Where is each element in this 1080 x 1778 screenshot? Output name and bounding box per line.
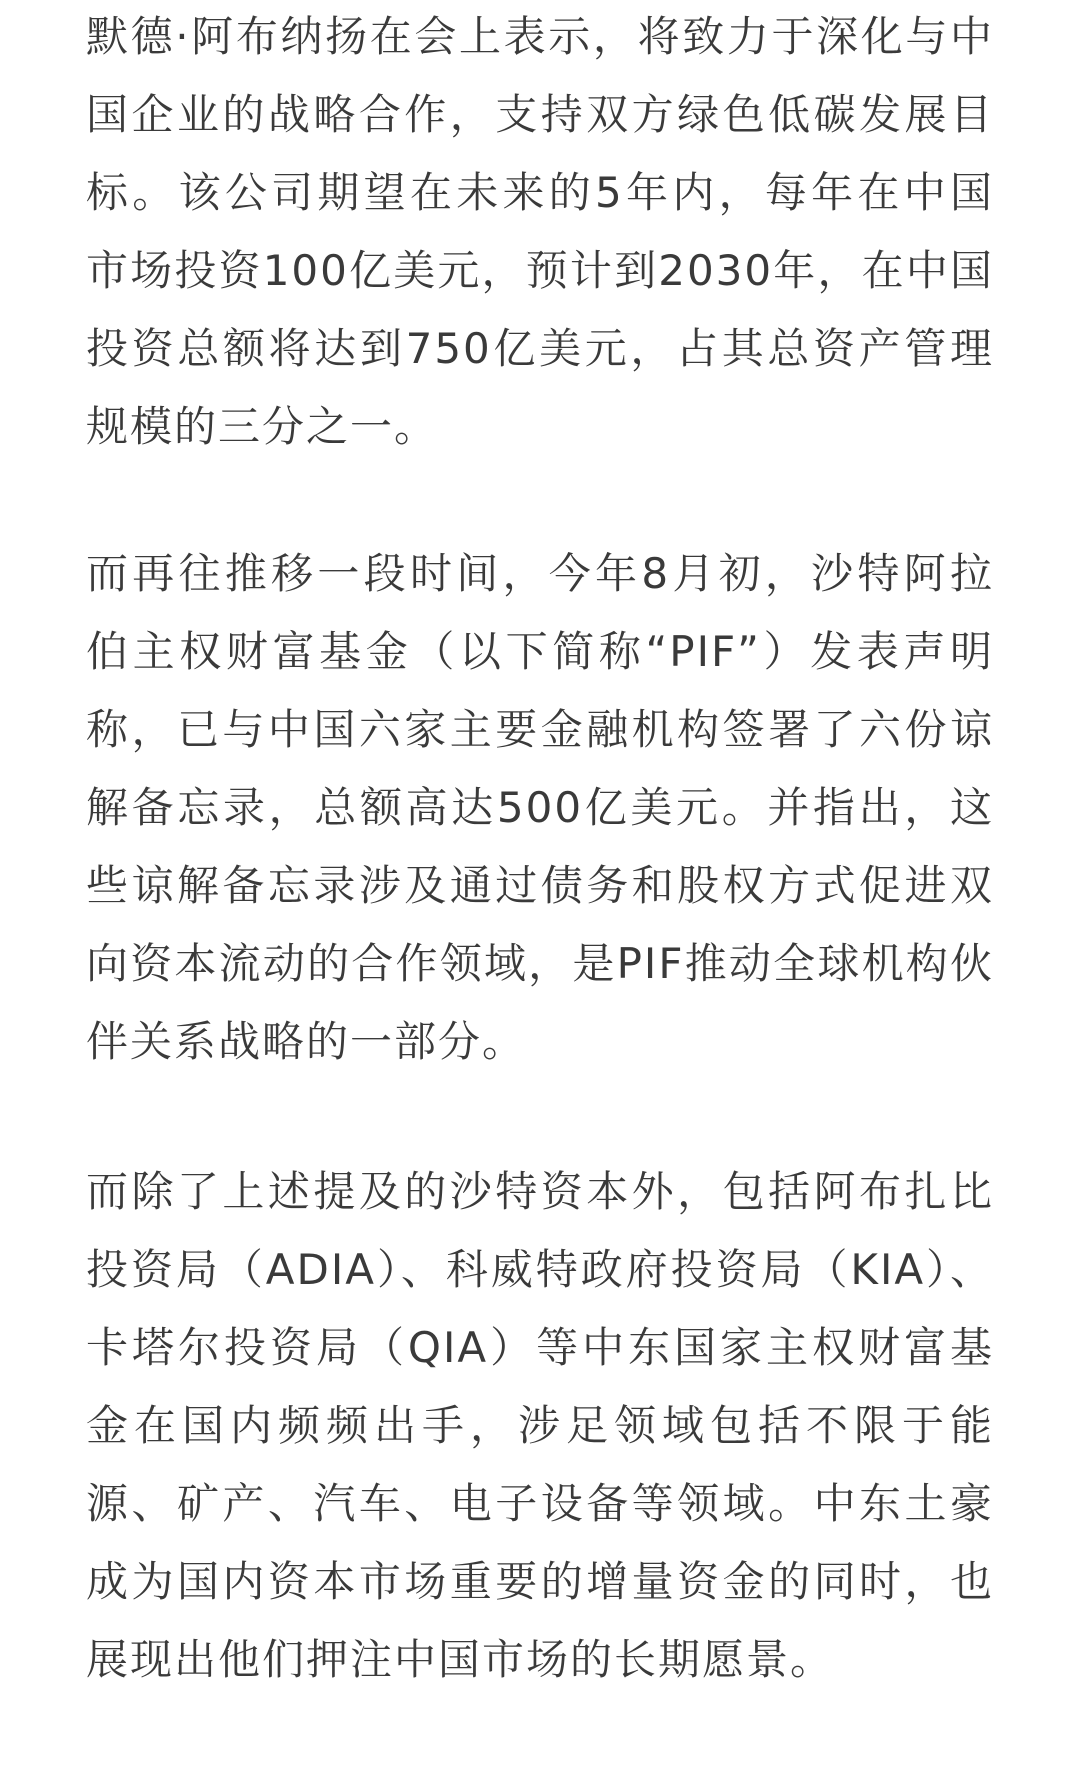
paragraph-3: 而除了上述提及的沙特资本外，包括阿布扎比投资局（ADIA）、科威特政府投资局（KIA）、卡塔尔投资局（QIA）等中东国家主权财富基金在国内频频出手，涉足领域包括不限于能源、矿产、汽车、电子设备等领域。中东土豪成为国内资本市场重要的增量资金的同时，也展现出他们押注中国市场的长期愿景。 [86, 1167, 994, 1684]
paragraph-1: 默德·阿布纳扬在会上表示，将致力于深化与中国企业的战略合作，支持双方绿色低碳发展目标。该公司期望在未来的5年内，每年在中国市场投资100亿美元，预计到2030年，在中国投资总额将达到750亿美元，占其总资产管理规模的三分之一。 [86, 12, 994, 451]
paragraph-2: 而再往推移一段时间，今年8月初，沙特阿拉伯主权财富基金（以下简称“PIF”）发表声明称，已与中国六家主要金融机构签署了六份谅解备忘录，总额高达500亿美元。并指出，这些谅解备忘录涉及通过债务和股权方式促进双向资本流动的合作领域，是PIF推动全球机构伙伴关系战略的一部分。 [86, 549, 994, 1066]
